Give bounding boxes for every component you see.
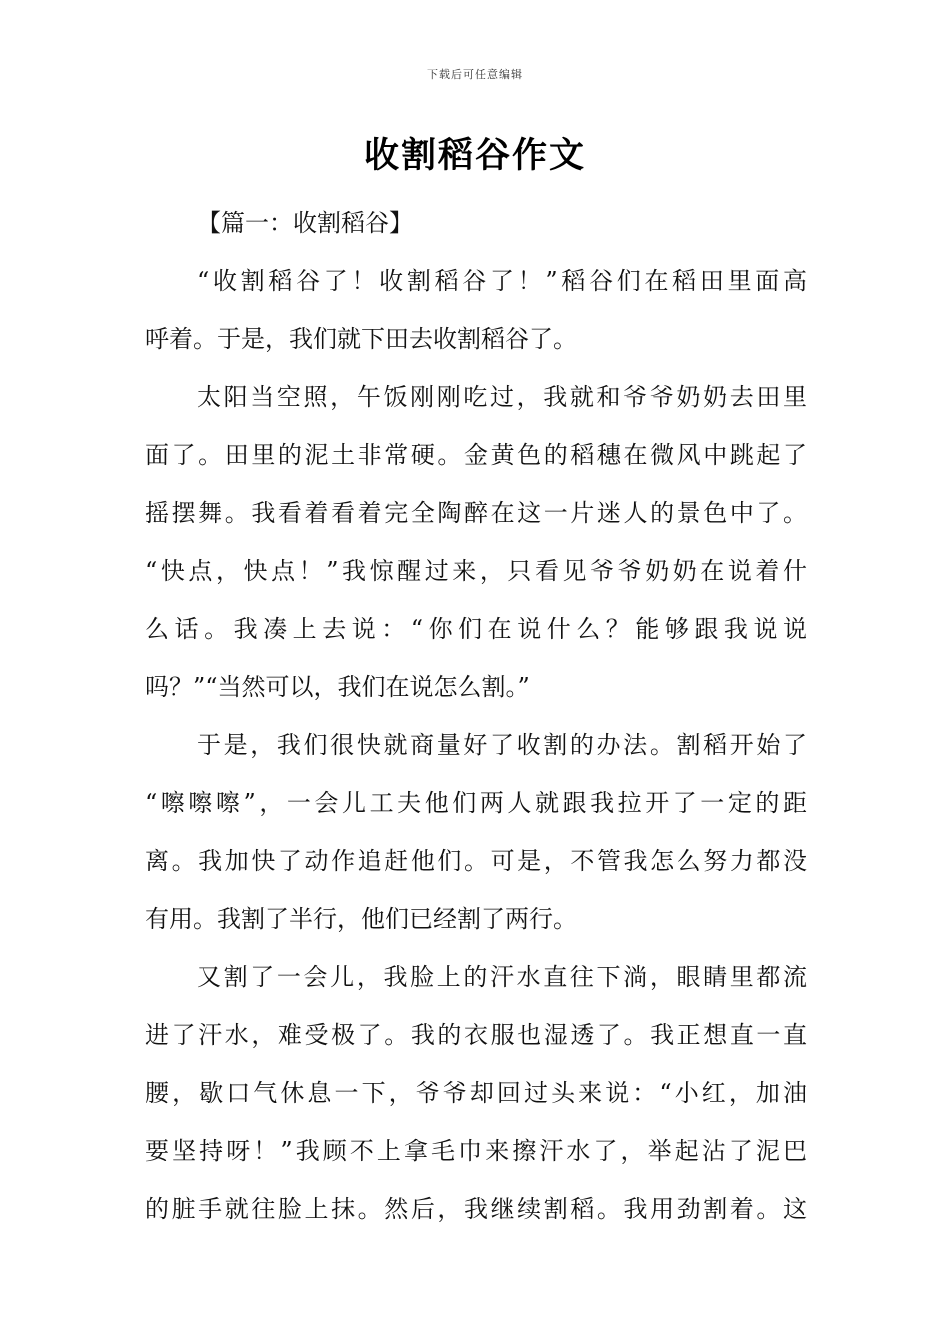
text-line: 面了。田里的泥土非常硬。金黄色的稻穗在微风中跳起了 — [145, 441, 807, 469]
text-line: 进了汗水，难受极了。我的衣服也湿透了。我正想直一直 — [145, 1021, 807, 1049]
text-line: “收割稻谷了！收割稻谷了！”稻谷们在稻田里面高 — [197, 267, 807, 295]
text-line: “嚓嚓嚓”，一会儿工夫他们两人就跟我拉开了一定的距 — [145, 789, 807, 817]
text-line: 太阳当空照，午饭刚刚吃过，我就和爷爷奶奶去田里 — [197, 383, 807, 411]
text-line: 要坚持呀！”我顾不上拿毛巾来擦汗水了，举起沾了泥巴 — [145, 1137, 807, 1165]
header-note: 下载后可任意编辑 — [427, 68, 523, 81]
text-line: 呼着。于是，我们就下田去收割稻谷了。 — [145, 325, 577, 353]
text-line: “快点，快点！”我惊醒过来，只看见爷爷奶奶在说着什 — [145, 557, 807, 585]
text-line: 有用。我割了半行，他们已经割了两行。 — [145, 905, 577, 933]
text-line: 离。我加快了动作追赶他们。可是，不管我怎么努力都没 — [145, 847, 807, 875]
text-line: 吗？”“当然可以，我们在说怎么割。” — [145, 673, 530, 701]
document-title: 收割稻谷作文 — [363, 136, 586, 176]
text-line: 腰，歇口气休息一下，爷爷却回过头来说：“小红，加油 — [145, 1079, 807, 1107]
section-heading: 【篇一：收割稻谷】 — [197, 209, 413, 237]
text-line: 于是，我们很快就商量好了收割的办法。割稻开始了 — [197, 731, 807, 759]
text-line: 摇摆舞。我看着看着完全陶醉在这一片迷人的景色中了。 — [145, 499, 807, 527]
text-line: 又割了一会儿，我脸上的汗水直往下淌，眼睛里都流 — [197, 963, 807, 991]
text-line: 的脏手就往脸上抹。然后，我继续割稻。我用劲割着。这 — [145, 1195, 807, 1223]
text-line: 么话。我凑上去说：“你们在说什么？能够跟我说说 — [145, 615, 807, 643]
body-text — [145, 194, 807, 1238]
